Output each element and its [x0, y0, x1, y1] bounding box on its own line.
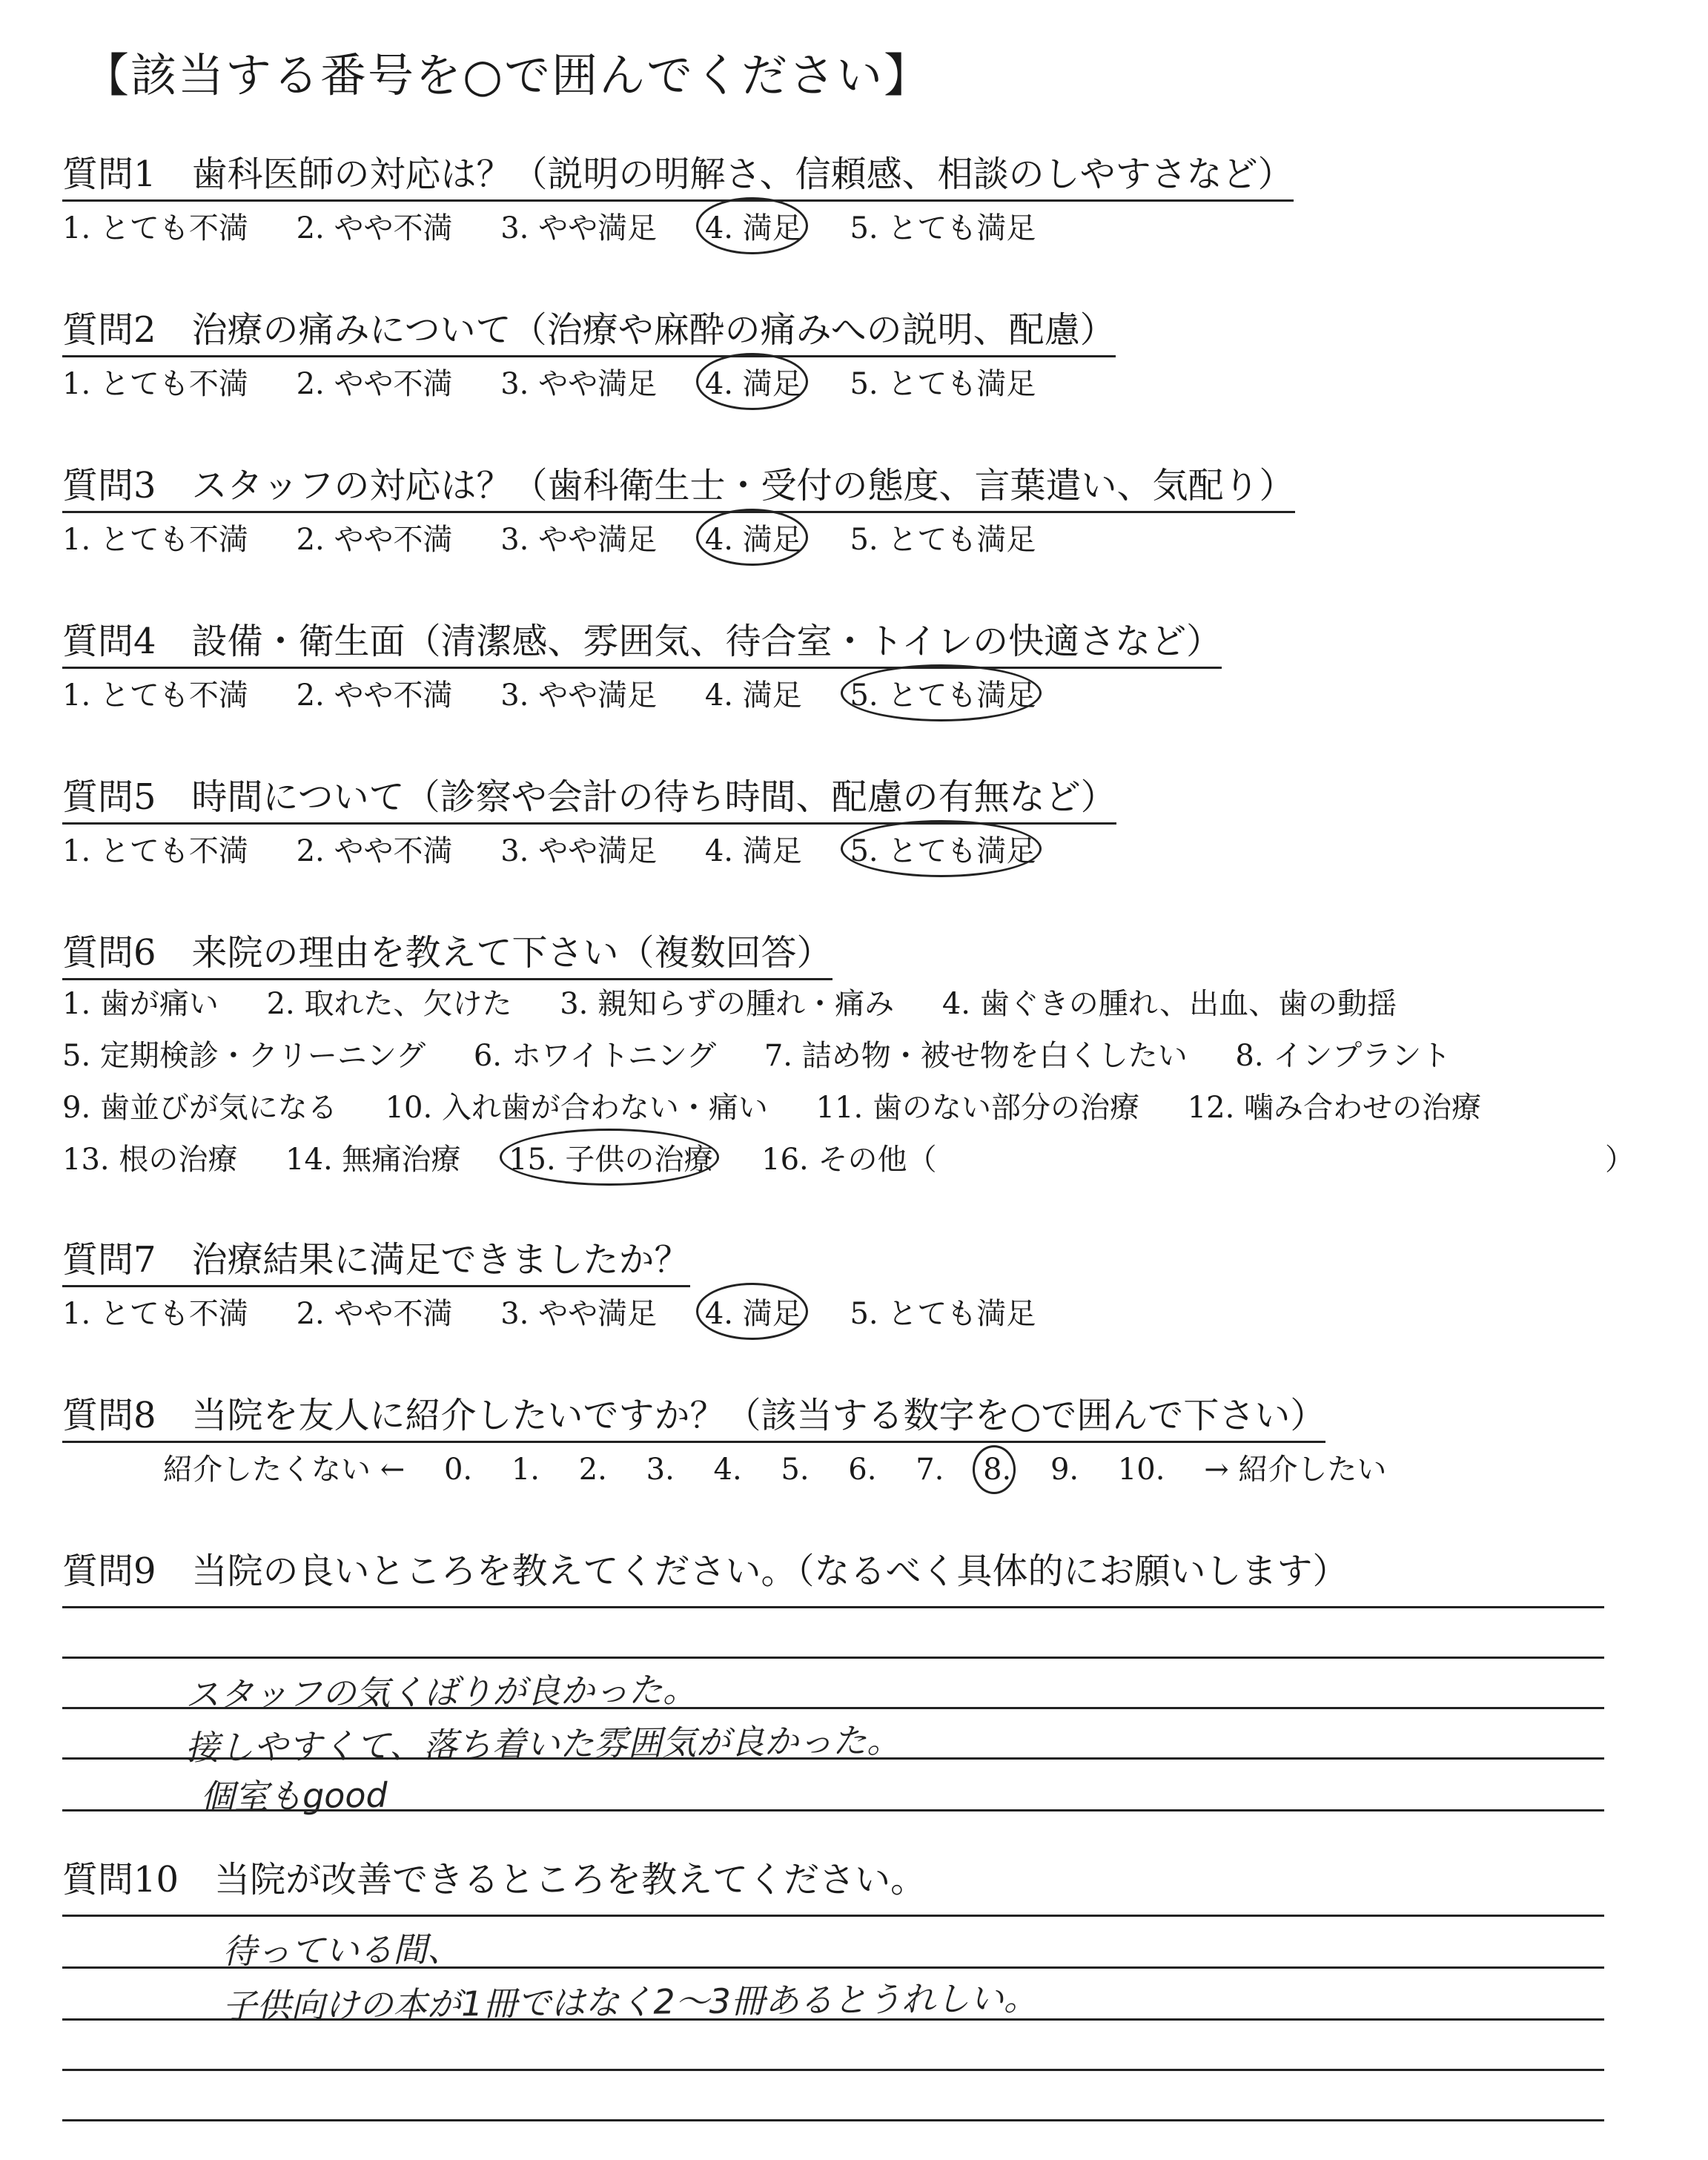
- q6-other-close-paren: ）: [1605, 1143, 1635, 1177]
- q9-handwritten-answer-3: 個室もgood: [199, 1774, 388, 1817]
- q6-option-11[interactable]: 11. 歯のない部分の治療: [815, 1091, 1139, 1125]
- question-1-options: [62, 205, 1074, 247]
- q6-option-3[interactable]: 3. 親知らずの腫れ・痛み: [560, 987, 895, 1021]
- q4-option-5[interactable]: 5. とても満足: [850, 672, 1036, 714]
- question-4-title: 質問4 設備・衛生面（清潔感、雰囲気、待合室・トイレの快適さなど）: [62, 612, 1222, 669]
- q8-option-1[interactable]: 1.: [511, 1453, 540, 1487]
- q6-option-15[interactable]: 15. 子供の治療: [509, 1136, 713, 1178]
- q1-option-1[interactable]: 1. とても不満: [62, 211, 248, 245]
- q8-option-0[interactable]: 0.: [443, 1453, 473, 1487]
- q8-option-7[interactable]: 7.: [916, 1453, 944, 1487]
- q8-scale-high-label: → 紹介したい: [1204, 1453, 1387, 1487]
- q1-option-5[interactable]: 5. とても満足: [850, 211, 1036, 245]
- question-7-title: 質問7 治療結果に満足できましたか？: [62, 1231, 690, 1287]
- q6-option-16[interactable]: 16. その他（: [761, 1143, 937, 1177]
- q8-option-3[interactable]: 3.: [646, 1453, 675, 1487]
- q6-option-8[interactable]: 8. インプラント: [1235, 1039, 1452, 1073]
- q7-option-3[interactable]: 3. やや満足: [500, 1297, 658, 1331]
- q3-option-2[interactable]: 2. やや不満: [296, 523, 453, 557]
- q10-answer-line-1: [62, 1915, 1604, 1917]
- q4-option-3[interactable]: 3. やや満足: [500, 678, 658, 713]
- q4-option-1[interactable]: 1. とても不満: [62, 678, 248, 713]
- q3-option-3[interactable]: 3. やや満足: [500, 523, 658, 557]
- question-5-options: [62, 828, 1074, 870]
- q6-option-10[interactable]: 10. 入れ歯が合わない・痛い: [385, 1091, 768, 1125]
- q6-option-4[interactable]: 4. 歯ぐきの腫れ、出血、歯の動揺: [941, 987, 1397, 1021]
- question-6-options-row-3: [62, 1084, 1520, 1126]
- q2-option-2[interactable]: 2. やや不満: [296, 367, 453, 401]
- q3-option-1[interactable]: 1. とても不満: [62, 523, 248, 557]
- q10-answer-line-4: [62, 2069, 1604, 2071]
- q7-option-4[interactable]: 4. 満足: [705, 1290, 802, 1332]
- question-2-options: [62, 360, 1074, 403]
- q8-option-4[interactable]: 4.: [713, 1453, 742, 1487]
- q1-option-3[interactable]: 3. やや満足: [500, 211, 658, 245]
- q8-option-2[interactable]: 2.: [578, 1453, 607, 1487]
- question-9-title: 質問9 当院の良いところを教えてください。（なるべく具体的にお願いします）: [62, 1550, 1348, 1592]
- q2-option-1[interactable]: 1. とても不満: [62, 367, 248, 401]
- q6-option-6[interactable]: 6. ホワイトニング: [473, 1039, 717, 1073]
- q6-option-14[interactable]: 14. 無痛治療: [285, 1143, 461, 1177]
- question-6-options-row-4: [62, 1136, 975, 1178]
- q1-option-4[interactable]: 4. 満足: [705, 205, 802, 247]
- q5-option-5[interactable]: 5. とても満足: [850, 828, 1036, 870]
- q3-option-5[interactable]: 5. とても満足: [850, 523, 1036, 557]
- q8-scale-low-label: 紹介したくない ←: [163, 1453, 406, 1487]
- q6-option-2[interactable]: 2. 取れた、欠けた: [266, 987, 512, 1021]
- question-8-title: 質問8 当院を友人に紹介したいですか？（該当する数字を○で囲んで下さい）: [62, 1387, 1325, 1443]
- q9-answer-line-1: [62, 1606, 1604, 1608]
- q10-handwritten-answer-1: 待っている間、: [222, 1929, 462, 1972]
- q5-option-2[interactable]: 2. やや不満: [296, 834, 453, 868]
- q1-option-2[interactable]: 2. やや不満: [296, 211, 453, 245]
- question-6-options-row-1: [62, 980, 1435, 1023]
- instruction-heading: 【該当する番号を○で囲んでください】: [83, 48, 932, 102]
- q4-option-4[interactable]: 4. 満足: [704, 678, 802, 713]
- q2-option-5[interactable]: 5. とても満足: [850, 367, 1036, 401]
- question-2-title: 質問2 治療の痛みについて（治療や麻酔の痛みへの説明、配慮）: [62, 301, 1116, 357]
- q4-option-2[interactable]: 2. やや不満: [296, 678, 453, 713]
- q2-option-4[interactable]: 4. 満足: [705, 360, 802, 403]
- question-7-options: [62, 1290, 1074, 1332]
- question-8-scale: [163, 1446, 1416, 1488]
- q9-handwritten-answer-1: スタッフの気くばりが良かった。: [185, 1669, 698, 1715]
- q8-option-6[interactable]: 6.: [848, 1453, 877, 1487]
- question-1-title: 質問1 歯科医師の対応は？（説明の明解さ、信頼感、相談のしやすさなど）: [62, 145, 1294, 202]
- q5-option-3[interactable]: 3. やや満足: [500, 834, 658, 868]
- question-5-title: 質問5 時間について（診察や会計の待ち時間、配慮の有無など）: [62, 768, 1116, 825]
- q9-answer-line-2: [62, 1657, 1604, 1659]
- q7-option-5[interactable]: 5. とても満足: [850, 1297, 1036, 1331]
- question-3-title: 質問3 スタッフの対応は？（歯科衛生士・受付の態度、言葉遣い、気配り）: [62, 457, 1295, 513]
- q8-option-8[interactable]: 8.: [983, 1453, 1012, 1487]
- q6-option-5[interactable]: 5. 定期検診・クリーニング: [62, 1039, 426, 1073]
- q6-option-9[interactable]: 9. 歯並びが気になる: [62, 1091, 337, 1125]
- question-10-title: 質問10 当院が改善できるところを教えてください。: [62, 1859, 927, 1900]
- q7-option-2[interactable]: 2. やや不満: [296, 1297, 453, 1331]
- q9-handwritten-answer-2: 接しやすくて、落ち着いた雰囲気が良かった。: [185, 1720, 901, 1768]
- question-6-options-row-2: [62, 1032, 1489, 1074]
- q8-option-10[interactable]: 10.: [1117, 1453, 1165, 1487]
- q6-option-13[interactable]: 13. 根の治療: [62, 1143, 238, 1177]
- q8-option-5[interactable]: 5.: [781, 1453, 810, 1487]
- q6-option-1[interactable]: 1. 歯が痛い: [62, 987, 219, 1021]
- q3-option-4[interactable]: 4. 満足: [705, 516, 802, 558]
- question-6-title: 質問6 来院の理由を教えて下さい（複数回答）: [62, 924, 833, 980]
- question-4-options: [62, 672, 1074, 714]
- q5-option-1[interactable]: 1. とても不満: [62, 834, 248, 868]
- question-3-options: [62, 516, 1074, 558]
- q5-option-4[interactable]: 4. 満足: [704, 834, 802, 868]
- q10-handwritten-answer-2: 子供向けの本が1冊ではなく2〜3冊あるとうれしい。: [222, 1978, 1039, 2027]
- q8-option-9[interactable]: 9.: [1050, 1453, 1079, 1487]
- q2-option-3[interactable]: 3. やや満足: [500, 367, 658, 401]
- q6-option-7[interactable]: 7. 詰め物・被せ物を白くしたい: [764, 1039, 1188, 1073]
- q7-option-1[interactable]: 1. とても不満: [62, 1297, 248, 1331]
- q10-answer-line-5: [62, 2119, 1604, 2121]
- q6-option-12[interactable]: 12. 噛み合わせの治療: [1187, 1091, 1482, 1125]
